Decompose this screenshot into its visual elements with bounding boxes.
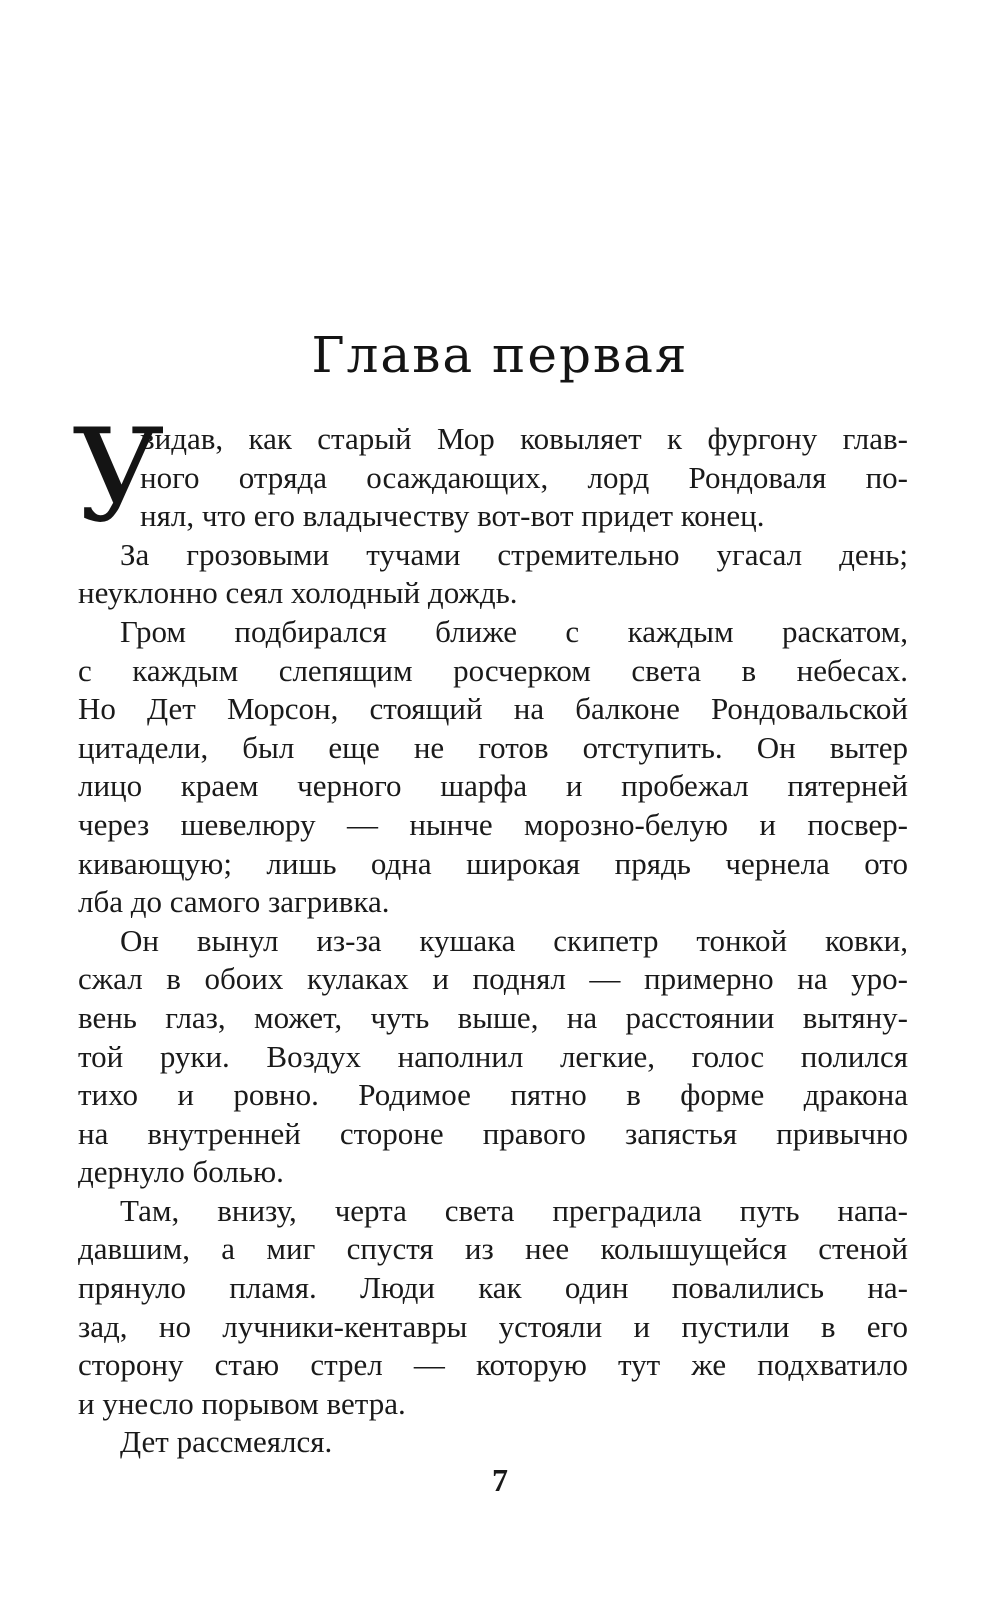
text-line: сжал в обоих кулаках и поднял — примерно на уро- [78, 961, 908, 997]
text-line: нял, что его владычеству вот-вот придет конец. [140, 498, 765, 534]
text-line: через шевелюру — нынче морозно-белую и посвер- [78, 806, 908, 842]
text-line: сторону стаю стрел — которую тут же подхватило [78, 1347, 908, 1383]
text-line: давшим, а миг спустя из нее колышущейся стеной [78, 1231, 908, 1267]
text-line: Но Дет Морсон, стоящий на балконе Рондовальской [78, 691, 908, 727]
text-line: с каждым слепящим росчерком света в небесах. [78, 652, 908, 688]
text-line: Там, внизу, черта света преградила путь напа- [120, 1192, 908, 1228]
text-line: и унесло порывом ветра. [78, 1385, 406, 1421]
text-line: дернуло болью. [78, 1154, 284, 1190]
text-line: тихо и ровно. Родимое пятно в форме дракона [78, 1077, 908, 1113]
page-number: 7 [492, 1462, 508, 1498]
text-line: Он вынул из-за кушака скипетр тонкой ковки, [120, 922, 908, 958]
text-line: той руки. Воздух наполнил легкие, голос полился [78, 1038, 908, 1074]
text-line: зад, но лучники-кентавры устояли и пустили в его [78, 1308, 908, 1344]
text-line: цитадели, был еще не готов отступить. Он вытер [78, 729, 908, 765]
text-line: вень глаз, может, чуть выше, на расстоянии вытяну- [78, 999, 908, 1035]
paragraph [78, 536, 908, 613]
paragraph [78, 1423, 908, 1462]
paragraph [78, 922, 908, 1192]
text-line: неуклонно сеял холодный дождь. [78, 575, 518, 611]
text-line: видав, как старый Мор ковыляет к фургону глав- [140, 421, 908, 456]
text-line: кивающую; лишь одна широкая прядь чернела ото [78, 845, 908, 881]
text-line: лицо краем черного шарфа и пробежал пятерней [78, 768, 908, 804]
text-line: прянуло пламя. Люди как один повалились на- [78, 1270, 908, 1306]
text-line: За грозовыми тучами стремительно угасал день; [120, 536, 908, 572]
text-line: на внутренней стороне правого запястья привычно [78, 1115, 908, 1151]
drop-cap: У [72, 402, 165, 551]
text-line: лба до самого загривка. [78, 884, 390, 920]
paragraph [78, 613, 908, 922]
text-line: Дет рассмеялся. [120, 1424, 333, 1460]
paragraph [78, 1192, 908, 1424]
text-line: ного отряда осаждающих, лорд Рондоваля по- [140, 459, 908, 495]
chapter-title: Глава первая [311, 326, 689, 384]
text-line: Гром подбирался ближе с каждым раскатом, [120, 613, 908, 649]
chapter-body-text [72, 402, 908, 1462]
opening-paragraph [72, 402, 908, 551]
